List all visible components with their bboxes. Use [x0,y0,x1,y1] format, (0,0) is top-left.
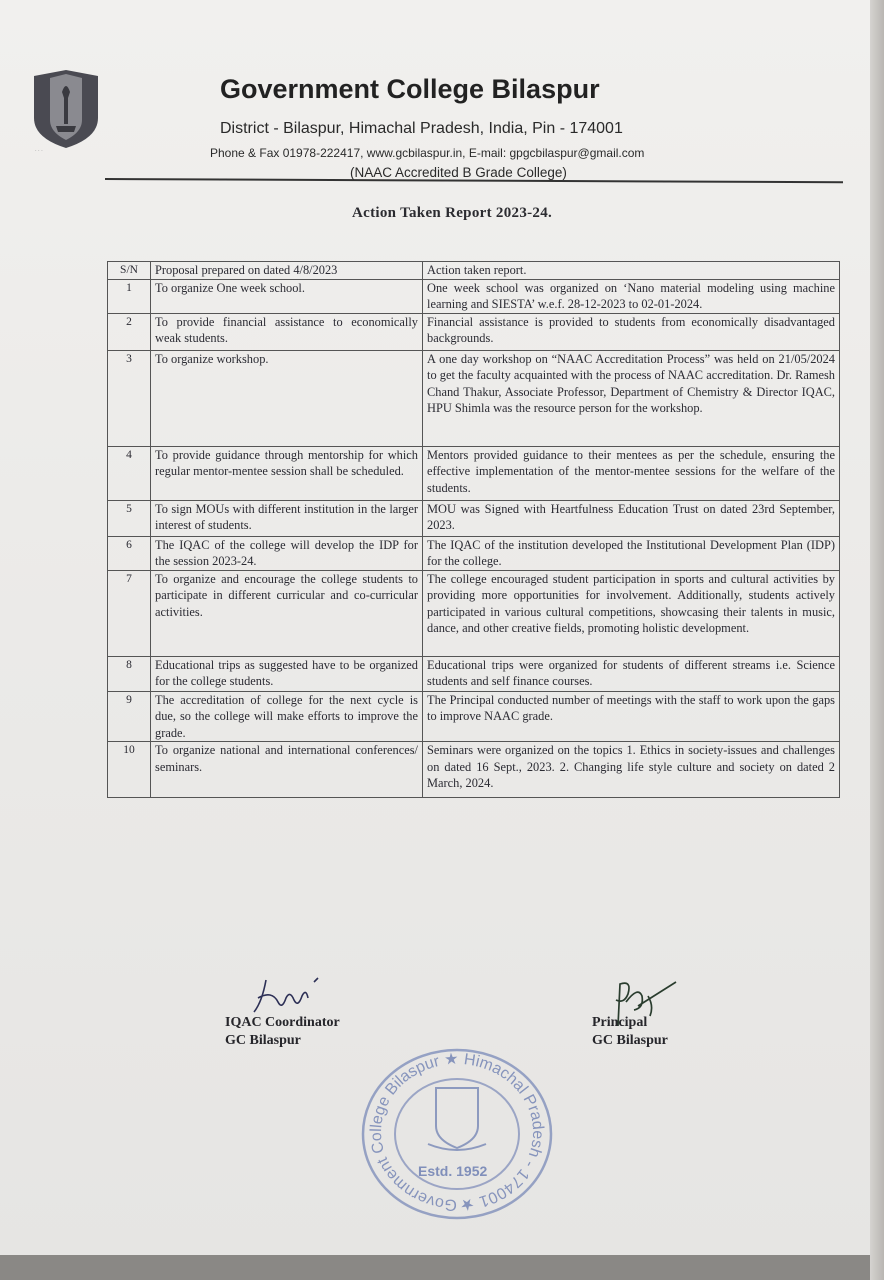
row-proposal: The accreditation of college for the next cycle is due, so the college will make efforts to improve the grade. [151,691,423,742]
row-sn: 9 [108,691,151,742]
stamp-established: Estd. 1952 [418,1163,488,1179]
signatory-org: GC Bilaspur [225,1033,301,1048]
row-action: Financial assistance is provided to students from economically disadvantaged backgrounds. [423,313,840,350]
table-header-row [108,262,840,280]
row-action: One week school was organized on ‘Nano material modeling using machine learning and SIESTA’ w.e.f. 28-12-2023 to 02-01-2024. [423,279,840,313]
row-proposal: To organize national and international conferences/ seminars. [151,742,423,798]
accreditation-note: (NAAC Accredited B Grade College) [350,165,567,180]
table-row [108,500,840,536]
table-row [108,313,840,350]
page-edge [870,0,884,1280]
table-row [108,350,840,446]
signatory-org: GC Bilaspur [592,1033,668,1048]
row-action: A one day workshop on “NAAC Accreditation Process” was held on 21/05/2024 to get the faculty acquainted with the process of NAAC accreditation. Dr. Ramesh Chand Thakur, Associate Professor, Department of Chemistry & Director IQAC, HPU Shimla was the resource person for the workshop. [423,350,840,446]
row-action: Educational trips were organized for students of different streams i.e. Science students and self finance courses. [423,656,840,691]
report-title: Action Taken Report 2023-24. [352,205,553,221]
page-shadow [0,1255,884,1280]
row-action: The IQAC of the institution developed the Institutional Development Plan (IDP) for the college. [423,536,840,570]
table-row [108,446,840,500]
row-proposal: To organize and encourage the college students to participate in different curricular and co-curricular activities. [151,570,423,656]
row-proposal: To provide guidance through mentorship for which regular mentor-mentee session shall be scheduled. [151,446,423,500]
table-row [108,691,840,742]
column-header-action: Action taken report. [423,262,840,280]
principal-signature [592,1014,668,1050]
action-taken-table [107,261,840,798]
row-proposal: Educational trips as suggested have to be organized for the college students. [151,656,423,691]
emblem-caption: · · · [35,148,43,154]
column-header-sn: S/N [108,262,151,280]
row-sn: 6 [108,536,151,570]
signatory-title: IQAC Coordinator [225,1015,340,1030]
row-proposal: The IQAC of the college will develop the IDP for the session 2023-24. [151,536,423,570]
table-row [108,742,840,798]
college-emblem-icon [30,68,102,150]
table-row [108,656,840,691]
stamp-ring-text: Government College Bilaspur ★ Himachal Pradesh - 174001 ★ [367,1050,547,1214]
signatory-title: Principal [592,1015,648,1030]
row-proposal: To provide financial assistance to economically weak students. [151,313,423,350]
row-sn: 3 [108,350,151,446]
iqac-coordinator-signature [225,1014,340,1050]
college-address: District - Bilaspur, Himachal Pradesh, India, Pin - 174001 [220,120,623,137]
college-contact: Phone & Fax 01978-222417, www.gcbilaspur.in, E-mail: gpgcbilaspur@gmail.com [210,146,645,160]
iqac-signature-icon [248,968,328,1018]
row-sn: 5 [108,500,151,536]
row-action: MOU was Signed with Heartfulness Education Trust on dated 23rd September, 2023. [423,500,840,536]
row-sn: 10 [108,742,151,798]
row-proposal: To organize workshop. [151,350,423,446]
row-sn: 7 [108,570,151,656]
college-name: Government College Bilaspur [220,74,600,104]
table-row [108,279,840,313]
row-action: The college encouraged student participation in sports and cultural activities by providing more opportunities for involvement. Additionally, students actively participated in various cultural competitions, showcasing their talents in music, dance, and other creative fields, promoting holistic development. [423,570,840,656]
row-action: Mentors provided guidance to their mentees as per the schedule, ensuring the effective implementation of the mentor-mentee sessions for the welfare of the students. [423,446,840,500]
table-row [108,570,840,656]
college-seal-stamp [358,1048,556,1224]
row-proposal: To sign MOUs with different institution in the larger interest of students. [151,500,423,536]
column-header-proposal: Proposal prepared on dated 4/8/2023 [151,262,423,280]
row-sn: 8 [108,656,151,691]
row-action: The Principal conducted number of meetings with the staff to work upon the gaps to improve NAAC grade. [423,691,840,742]
row-sn: 2 [108,313,151,350]
row-proposal: To organize One week school. [151,279,423,313]
row-sn: 4 [108,446,151,500]
table-row [108,536,840,570]
row-sn: 1 [108,279,151,313]
row-action: Seminars were organized on the topics 1. Ethics in society-issues and challenges on dated 16 Sept., 2023. 2. Changing life style culture and society on dated 2 March, 2024. [423,742,840,798]
